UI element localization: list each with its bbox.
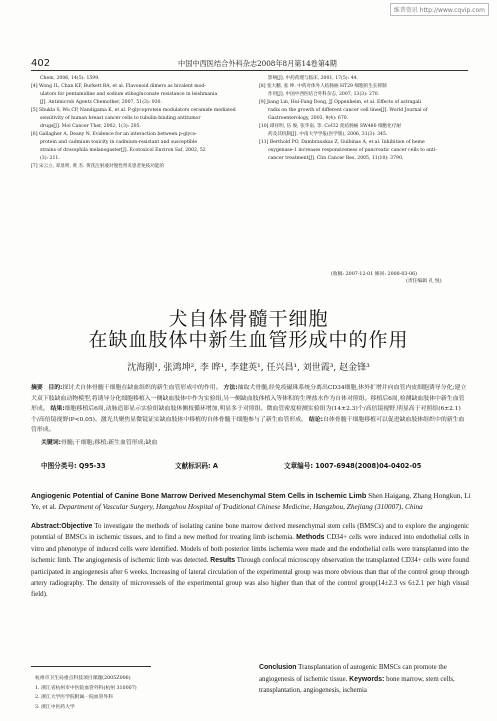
results-label: 结果: — [50, 406, 65, 412]
reference-line: drugs[J]. Mol Cancer Ther, 2002, 1(3): 205. — [40, 124, 141, 129]
keywords-text: 骨髓;干细胞;移植;新生血管形成;缺血 — [61, 440, 158, 446]
article-title-line-2: 在缺血肢体中新生血管形成中的作用 — [88, 329, 409, 351]
reference-line: 作用[J]. 中国中西医结合外科杂志, 2007, 13(3): 270. — [268, 92, 380, 97]
reference-line: protein and cadmium toxicity in cadmium-resistant and susceptible — [40, 140, 198, 145]
chinese-keywords — [41, 437, 157, 446]
author-list: 沈海刚¹, 张鸿坤², 李 晔¹, 李建英¹, 任兴昌¹, 刘世霞³, 赵金锋³ — [127, 363, 370, 373]
reference-line: [7] 宋云立, 邓显明, 黄 杰. 黄芪注射液对慢性肾炎患者免疫功能的 — [31, 164, 165, 169]
methods-label: 方法: — [223, 385, 238, 391]
en-keywords-label: Keywords: — [349, 675, 385, 683]
english-abstract — [31, 521, 469, 601]
document-code: 文献标识码: A — [175, 462, 219, 470]
reference-line: strains of drosophila melanogaster[J]. Ecotoxicol Environ Saf, 2002, 52 — [40, 148, 206, 153]
clc-number: 中图分类号: Q95-33 — [41, 462, 106, 470]
en-keywords-text: bone marrow, stem cells, transplantation, angiogenesis, ischemia — [259, 675, 455, 695]
abstract-label: 摘要 — [31, 385, 43, 391]
reference-line: sensitivity of human breast cancer cells to tubulin-binding antitumor — [40, 116, 201, 121]
footnotes — [35, 674, 137, 712]
english-conclusion — [259, 662, 471, 697]
reference-line: [8] 张大鹏, 张 坤. 中药对体外人结肠癌 HT29 细胞的生长抑制 — [259, 84, 387, 89]
reference-line: [11] Berthold PO, Dambrauskas Z, Gulbinas A, et al. Inhibition of heme — [259, 140, 425, 145]
watermark: 维普资讯 http://www.cqvip.com — [390, 3, 489, 16]
en-methods-label: Methods — [296, 534, 325, 542]
responsible-editor: (责任编辑 孔 悦) — [406, 279, 442, 284]
references-right-column — [259, 75, 469, 163]
reference-line: Gastroenterology, 2003, 9(4): 670. — [268, 116, 349, 121]
en-conclusion-label: Conclusion — [259, 664, 297, 671]
en-methods-text: CD34+ cells were induced into endothelial cells in vitro and phenotype of induced cells were identified. Models of both posterior limbs ischemia were made and the endothelial cells were transplanted into the ischemic limb. The angiogenesis of ischemic limb was detected. — [31, 534, 469, 565]
article-title-line-1: 犬自体骨髓干细胞 — [168, 308, 329, 330]
footnote-line: 1. 浙江省杭州市中医院血管外科(杭州 310007) — [35, 685, 137, 691]
journal-header: 中国中西医结合外科杂志2008年8月第14卷第4期 — [178, 59, 337, 68]
english-affiliation: Department of Vascular Surgery, Hangzhou Hospital of Traditional Chinese Medicine, Hangzhou, Zhejiang (310007), China — [58, 502, 423, 511]
footnote-line: 2. 浙江大学医学院附属一院血管外科 — [35, 695, 114, 700]
english-authors: Shen Haigang, Zhang Hongkun, Li Ye, et al. — [31, 491, 471, 511]
article-number: 文章编号: 1007-6948(2008)04-0402-05 — [284, 462, 422, 470]
footnote-line: 杭州市卫生局重点科技项目课题(2005Z006) — [35, 676, 131, 681]
english-title: Angiogenic Potential of Canine Bone Marrow Derived Mesenchymal Stem Cells in Ischemic Limb — [31, 491, 367, 500]
keywords-label: 关键词: — [41, 440, 62, 446]
en-conclusion-text: Transplantation of autogenic BMSCs can promote the angiogenesis of ischemic tissue. — [259, 664, 447, 683]
reference-line: (3): 211. — [40, 156, 60, 161]
methods-text: 抽取犬骨髓,经免疫磁珠系统分离出CD34细胞,体外扩增并向血管内皮细胞诱导分化;建立犬双下肢缺血动物模型,将诱导分化细胞移植入一侧缺血肢体中作为实验组,另一侧缺血肢体植入等体积的生理盐水作为自体对照组。移植后6周,检测缺血肢体中新生血管形成。 — [31, 385, 467, 412]
chinese-abstract — [31, 383, 468, 436]
en-results-label: Results — [210, 557, 236, 565]
reference-line: radix on the growth of different cancer cell lines[J]. World Journal of — [268, 108, 428, 113]
header-rule — [31, 70, 468, 71]
conclusion-label: 结论: — [308, 416, 324, 423]
reference-line: Chem, 2006, 14(5): 1599. — [40, 76, 100, 81]
reference-line: [6] Gallagher A, Deany N. Evidence for an interaction between p-glyco- — [31, 132, 198, 137]
references-left-column — [31, 75, 241, 171]
reference-line: 药及其机制[J]. 中南大学学报(医学版), 2006, 31(3): 345. — [268, 132, 388, 137]
en-objective-text: To investigate the methods of isolating canine bone marrow derived mesenchymal stem cells (BMSCs) and to explore the angiogenic potential of BMSCs in ischemic tissues, and to find a new method for treating limb ischemia. — [31, 523, 469, 542]
objective-label: 目的: — [48, 385, 63, 391]
reference-line: [4] Wong IL, Chan KF, Burkett BA, et al. Flavonoid dimers as bivalent mod- — [31, 84, 206, 89]
reference-line: 影响[J]. 中药药理与临床, 2001, 17(5): 44. — [268, 76, 358, 81]
objective-text: 探讨犬自体骨髓干细胞在缺血组织的新生血管形成中的作用。 — [62, 385, 222, 391]
reference-line: [5] Shukla S, Wu CP, Nandigama K, et al. P-glycoprotein modulators ceramide mediated — [31, 108, 236, 113]
en-abstract-label: Abstract: — [31, 523, 62, 530]
en-objective-label: Objective — [61, 523, 93, 530]
reference-line: cancer treatment[J]. Clin Cancer Res, 2005, 11(10): 3790. — [268, 156, 404, 161]
reference-line: [10] 谭祥明, 伍 俊, 张华南, 等. CoCl2 促结肠癌 SW480 细胞化疗耐 — [259, 124, 401, 129]
footnote-rule — [31, 666, 151, 667]
page-number: 402 — [31, 58, 51, 69]
english-title-block — [31, 490, 471, 512]
results-text: 细胞移植后6周,动脉造影显示实验组缺血肢体侧枝循环增加,明显多于对照组。微血管密度检测实验组为(14±2.3)个/高倍镜视野,明显高于对照组(6±2.1)个/高倍镜视野(P<0.05)。激光共聚焦显微镜证实缺血肢体中移植的自体骨髓干细胞参与了新生血管形成。 — [31, 406, 461, 423]
reference-line: [9] Jiang Lin, Hui-Fang Dong, JJ Oppenheim, et al. Effects of astragali — [259, 100, 422, 105]
reference-line: [J]. Antimicrob Agents Chemother, 2007, 51(3): 930. — [40, 100, 162, 105]
footnote-line: 3. 浙江中医药大学 — [35, 704, 75, 710]
en-results-text: Through confocal microscopy observation the transplanted CD34+ cells were found participated in angiogenesis after 6 weeks. Increasing of lateral circulation of the experimental group was more obvious than that of the control group through artery radiography. The density of microvessels of the experimental group was also higher than that of the control group(14±2.3 vs 6±2.1 per high visual field). — [31, 557, 469, 599]
reference-line: oxygenase-1 increases responsiveness of pancreatic cancer cells to anti- — [268, 148, 437, 153]
received-date: (收稿: 2007-12-01 修回: 2008-03-06) — [331, 272, 418, 277]
reference-line: ulators for pentamidine and sodium stibogluconate resistance in leishmania — [40, 92, 218, 97]
conclusion-text: 自体骨髓干细胞移植可以促进缺血肢体组织中的新生血管形成。 — [31, 416, 465, 433]
